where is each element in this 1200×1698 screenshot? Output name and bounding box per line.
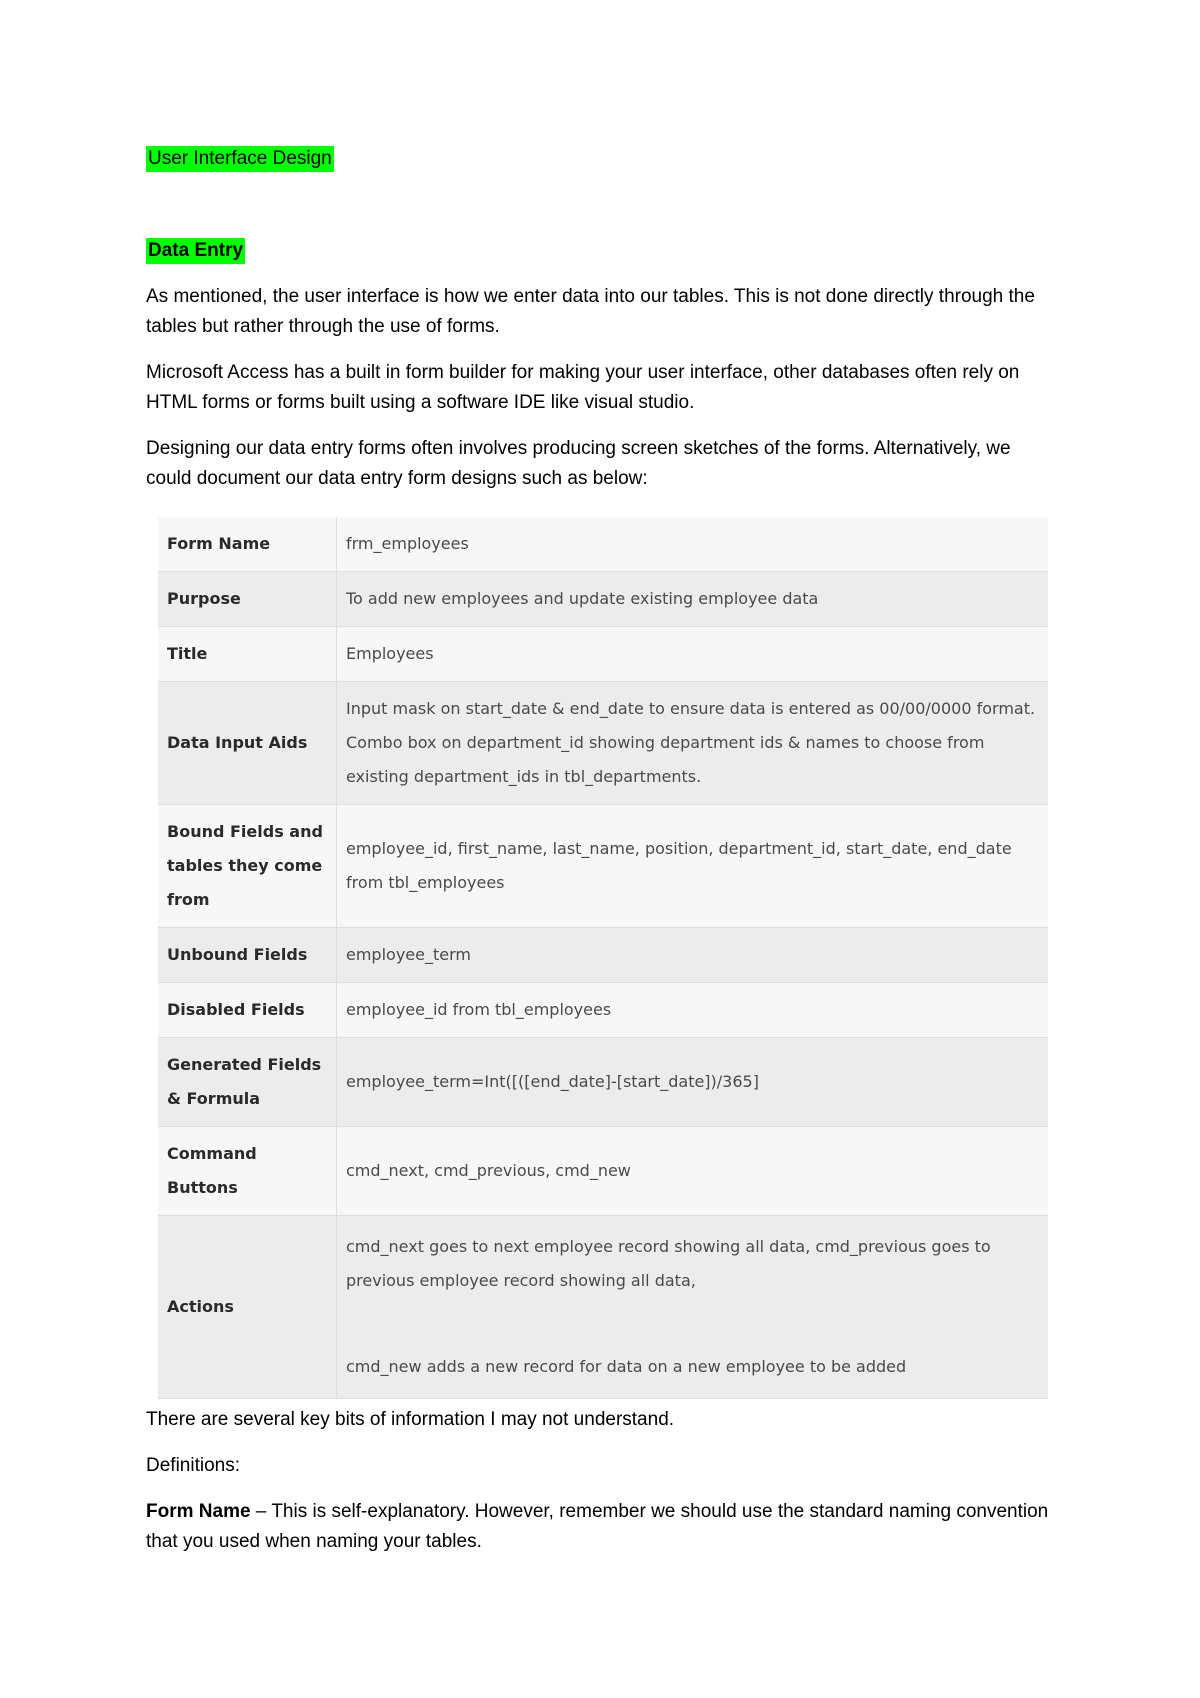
form-spec-table [158, 517, 1048, 1399]
row-key: Unbound Fields [158, 928, 337, 983]
table-row [158, 805, 1048, 928]
row-value: employee_term [337, 928, 1049, 983]
row-key: Bound Fields and tables they come from [158, 805, 337, 928]
design-paragraph: Designing our data entry forms often involves producing screen sketches of the forms. Alternatively, we could document our data entry form designs such as below: [146, 438, 1011, 489]
row-value: employee_id, first_name, last_name, position, department_id, start_date, end_date from tbl_employees [337, 805, 1049, 928]
row-key: Data Input Aids [158, 682, 337, 805]
table-row [158, 1127, 1048, 1216]
row-value: To add new employees and update existing employee data [337, 572, 1049, 627]
row-key: Actions [158, 1216, 337, 1399]
table-row [158, 928, 1048, 983]
row-key: Disabled Fields [158, 983, 337, 1038]
document-title [146, 146, 334, 172]
row-key: Form Name [158, 517, 337, 572]
title-highlight: User Interface Design [146, 146, 334, 172]
table-row [158, 1038, 1048, 1127]
table-row [158, 1216, 1048, 1399]
access-paragraph: Microsoft Access has a built in form builder for making your user interface, other databases often rely on HTML forms or forms built using a software IDE like visual studio. [146, 362, 1020, 413]
row-key: Title [158, 627, 337, 682]
table-row [158, 983, 1048, 1038]
row-value: Employees [337, 627, 1049, 682]
actions-line-2: cmd_new adds a new record for data on a new employee to be added [346, 1357, 907, 1376]
heading-highlight: Data Entry [146, 238, 245, 264]
row-value: cmd_next, cmd_previous, cmd_new [337, 1127, 1049, 1216]
row-key: Generated Fields & Formula [158, 1038, 337, 1127]
table-row [158, 627, 1048, 682]
row-value: employee_term=Int([([end_date]-[start_date])/365] [337, 1038, 1049, 1127]
actions-line-1: cmd_next goes to next employee record showing all data, cmd_previous goes to previous employee record showing all data, [346, 1237, 991, 1290]
row-value [337, 1216, 1049, 1399]
definition-form-name [146, 1497, 1056, 1557]
actions-spacer [346, 1298, 1039, 1350]
table-row [158, 682, 1048, 805]
row-value: frm_employees [337, 517, 1049, 572]
definition-term: Form Name [146, 1501, 251, 1522]
table-row [158, 517, 1048, 572]
table-row [158, 572, 1048, 627]
row-key: Command Buttons [158, 1127, 337, 1216]
definitions-label: Definitions: [146, 1455, 240, 1476]
row-key: Purpose [158, 572, 337, 627]
row-value: employee_id from tbl_employees [337, 983, 1049, 1038]
after-table-paragraph: There are several key bits of information I may not understand. [146, 1409, 675, 1430]
row-value: Input mask on start_date & end_date to ensure data is entered as 00/00/0000 format. Combo box on department_id showing department ids & names to choose from existing department_ids in tbl_departments. [337, 682, 1049, 805]
intro-paragraph: As mentioned, the user interface is how we enter data into our tables. This is not done directly through the tables but rather through the use of forms. [146, 286, 1035, 337]
definition-text: – This is self-explanatory. However, remember we should use the standard naming convention that you used when naming your tables. [146, 1501, 1049, 1552]
section-heading [146, 238, 245, 264]
